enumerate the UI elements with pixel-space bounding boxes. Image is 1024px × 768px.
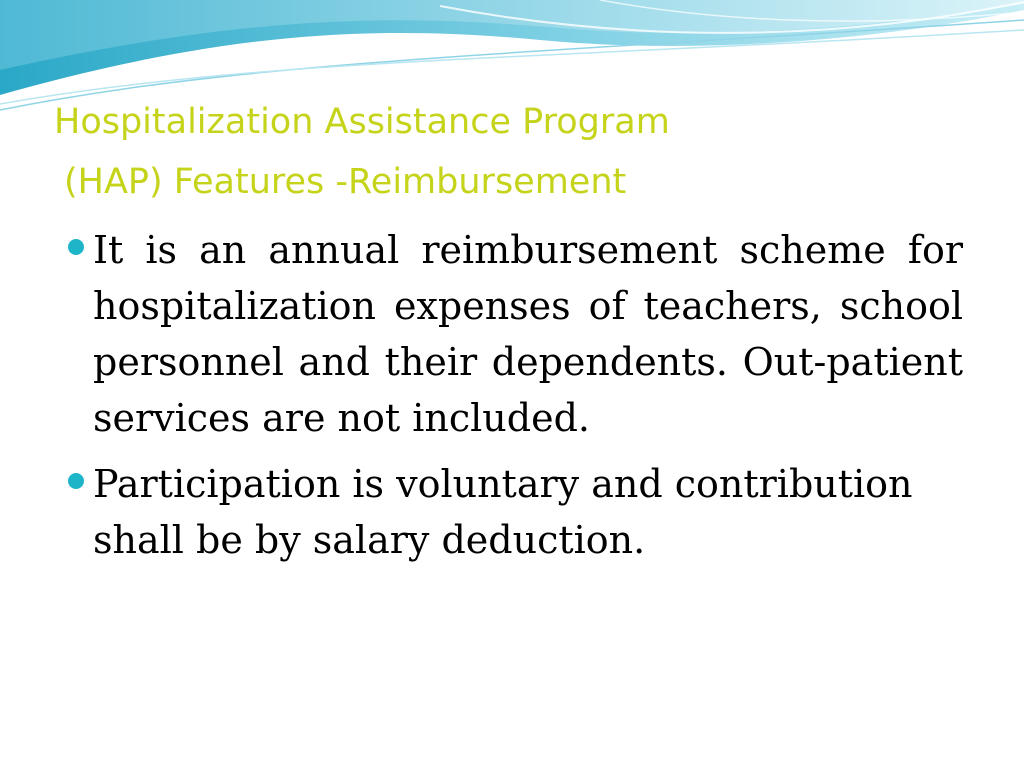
bullet-text: Participation is voluntary and contribution shall be by salary deduction.	[93, 462, 913, 562]
bullet-text: It is an annual reimbursement scheme for hospitalization expenses of teachers, school personnel and their dependents. Out-patient services are not included.	[93, 228, 963, 440]
slide-title	[54, 92, 954, 212]
bullet-dot-icon	[68, 473, 84, 489]
bullet-dot-icon	[68, 239, 84, 255]
bullet-item	[68, 456, 963, 568]
title-line-1: Hospitalization Assistance Program	[54, 102, 670, 142]
title-line-2: (HAP) Features -Reimbursement	[64, 162, 627, 202]
bullet-item	[68, 222, 963, 446]
bullet-list	[68, 222, 963, 578]
